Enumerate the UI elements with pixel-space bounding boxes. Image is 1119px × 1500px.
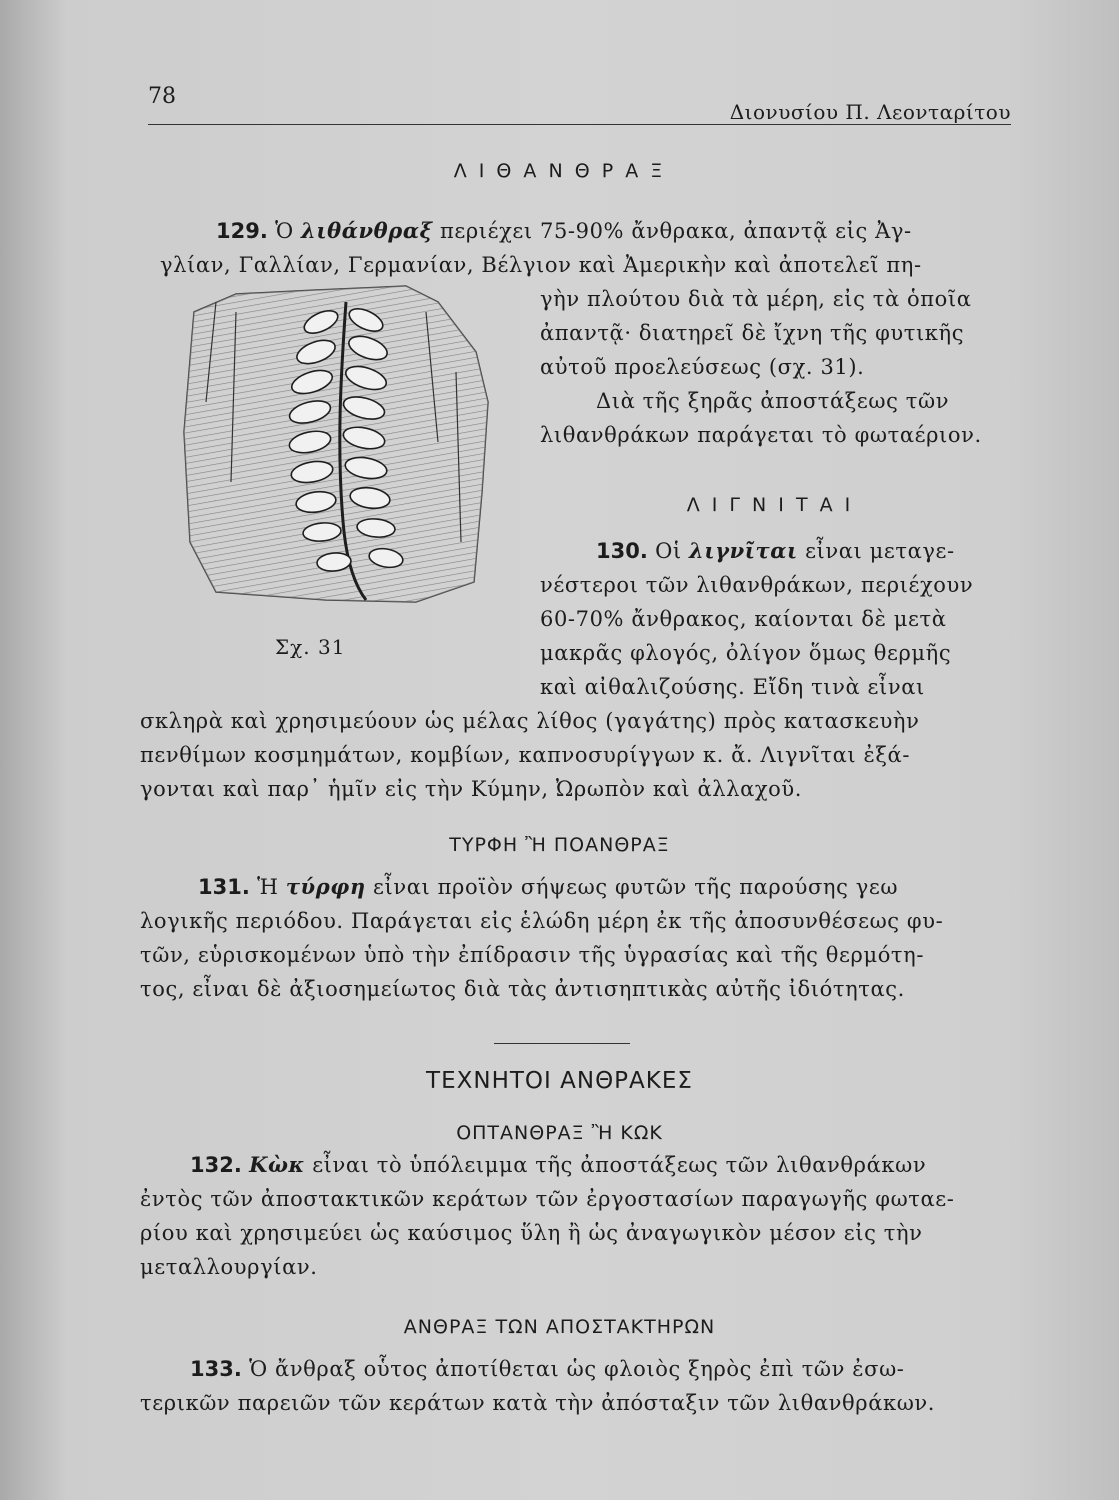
paragraph-line: τῶν, εὑρισκομένων ὑπὸ τὴν ἐπίδρασιν τῆς ὑγρασίας καὶ τῆς θερμότη- bbox=[140, 943, 925, 967]
paragraph-line: αὐτοῦ προελεύσεως (σχ. 31). bbox=[540, 355, 865, 379]
paragraph-line: 60-70% ἄνθρακος, καίονται δὲ μετὰ bbox=[540, 607, 947, 631]
paragraph-line: γλίαν, Γαλλίαν, Γερμανίαν, Βέλγιον καὶ Ἀμερικὴν καὶ ἀποτελεῖ πη- bbox=[160, 253, 922, 277]
section-divider bbox=[494, 1043, 630, 1044]
paragraph-line: μακρᾶς φλογός, ὀλίγον ὅμως θερμῆς bbox=[540, 641, 952, 665]
paragraph-132 bbox=[140, 1148, 1000, 1284]
paragraph-line: τερικῶν παρειῶν τῶν κεράτων κατὰ τὴν ἀπόσταξιν τῶν λιθανθράκων. bbox=[140, 1391, 936, 1415]
paragraph-line: 130. Οἱ λιγνῖται εἶναι μεταγε- bbox=[596, 538, 955, 563]
paragraph-line: τος, εἶναι δὲ ἀξιοσημείωτος διὰ τὰς ἀντισηπτικὰς αὐτῆς ἰδιότητας. bbox=[140, 977, 905, 1001]
paragraph-130 bbox=[540, 534, 1000, 704]
paragraph-line: γονται καὶ παρ᾽ ἡμῖν εἰς τὴν Κύμην, Ὠρωπὸν καὶ ἀλλαχοῦ. bbox=[140, 777, 803, 801]
paragraph-line: ρίου καὶ χρησιμεύει ὡς καύσιμος ὕλη ἢ ὡς ἀναγωγικὸν μέσον εἰς τὴν bbox=[140, 1221, 923, 1245]
paragraph-131 bbox=[140, 870, 1000, 1006]
paragraph-line: καὶ αἰθαλιζούσης. Εἴδη τινὰ εἶναι bbox=[540, 675, 925, 699]
heading-optanthrax: ΟΠΤΑΝΘΡΑΞ Ἢ ΚΩΚ bbox=[456, 1122, 663, 1144]
heading-tyrfi: ΤΥΡΦΗ Ἢ ΠΟΑΝΘΡΑΞ bbox=[449, 834, 670, 856]
paragraph-129 bbox=[160, 214, 1000, 282]
heading-lithanthrax: Λ Ι Θ Α Ν Θ Ρ Α Ξ bbox=[453, 160, 666, 182]
paragraph-line: λιθανθράκων παράγεται τὸ φωταέριον. bbox=[540, 423, 982, 447]
running-title-author: Διονυσίου Π. Λεονταρίτου bbox=[729, 100, 1011, 124]
paragraph-line: σκληρὰ καὶ χρησιμεύουν ὡς μέλας λίθος (γαγάτης) πρὸς κατασκευὴν bbox=[140, 709, 920, 733]
heading-technitoi-anthrakes: ΤΕΧΝΗΤΟΙ ΑΝΘΡΑΚΕΣ bbox=[426, 1068, 693, 1094]
paragraph-line: 133. Ὁ ἄνθραξ οὗτος ἀποτίθεται ὡς φλοιὸς ξηρὸς ἐπὶ τῶν ἐσω- bbox=[190, 1357, 905, 1381]
heading-lignitai: Λ Ι Γ Ν Ι Τ Α Ι bbox=[686, 494, 854, 516]
term-lignitai: λιγνῖται bbox=[689, 538, 798, 563]
paragraph-130-continued bbox=[140, 704, 1000, 806]
paragraph-line: 129. Ὁ λιθάνθραξ περιέχει 75-90% ἄνθρακα, ἀπαντᾷ εἰς Ἀγ- bbox=[216, 218, 912, 243]
page-number: 78 bbox=[148, 84, 176, 109]
paragraph-line: μεταλλουργίαν. bbox=[140, 1255, 318, 1279]
paragraph-line: 132. Κὼκ εἶναι τὸ ὑπόλειμμα τῆς ἀποστάξεως τῶν λιθανθράκων bbox=[190, 1152, 927, 1177]
paragraph-129-continued bbox=[540, 282, 1000, 452]
term-kok: Κὼκ bbox=[249, 1152, 305, 1177]
heading-anthrax-apostaktiron: ΑΝΘΡΑΞ ΤΩΝ ΑΠΟΣΤΑΚΤΗΡΩΝ bbox=[403, 1316, 716, 1338]
paragraph-line: λογικῆς περιόδου. Παράγεται εἰς ἑλώδη μέρη ἐκ τῆς ἀποσυνθέσεως φυ- bbox=[140, 909, 944, 933]
paragraph-line: 131. Ἡ τύρφη εἶναι προϊὸν σήψεως φυτῶν τῆς παρούσης γεω bbox=[198, 874, 899, 899]
term-lithanthrax: λιθάνθραξ bbox=[301, 218, 433, 243]
paragraph-line: ἀπαντᾷ· διατηρεῖ δὲ ἴχνη τῆς φυτικῆς bbox=[540, 321, 965, 345]
term-tyrfi: τύρφη bbox=[285, 874, 366, 899]
paragraph-133 bbox=[140, 1352, 1000, 1420]
paragraph-line: Διὰ τῆς ξηρᾶς ἀποστάξεως τῶν bbox=[596, 389, 950, 413]
figure-caption: Σχ. 31 bbox=[275, 635, 346, 659]
fossil-fern-figure bbox=[176, 282, 500, 632]
paragraph-line: πενθίμων κοσμημάτων, κομβίων, καπνοσυρίγγων κ. ἄ. Λιγνῖται ἐξά- bbox=[140, 743, 911, 767]
running-header bbox=[148, 84, 1011, 125]
paragraph-line: γὴν πλούτου διὰ τὰ μέρη, εἰς τὰ ὁποῖα bbox=[540, 287, 972, 311]
paragraph-line: νέστεροι τῶν λιθανθράκων, περιέχουν bbox=[540, 573, 974, 597]
paragraph-line: ἐντὸς τῶν ἀποστακτικῶν κεράτων τῶν ἐργοστασίων παραγωγῆς φωταε- bbox=[140, 1187, 955, 1211]
